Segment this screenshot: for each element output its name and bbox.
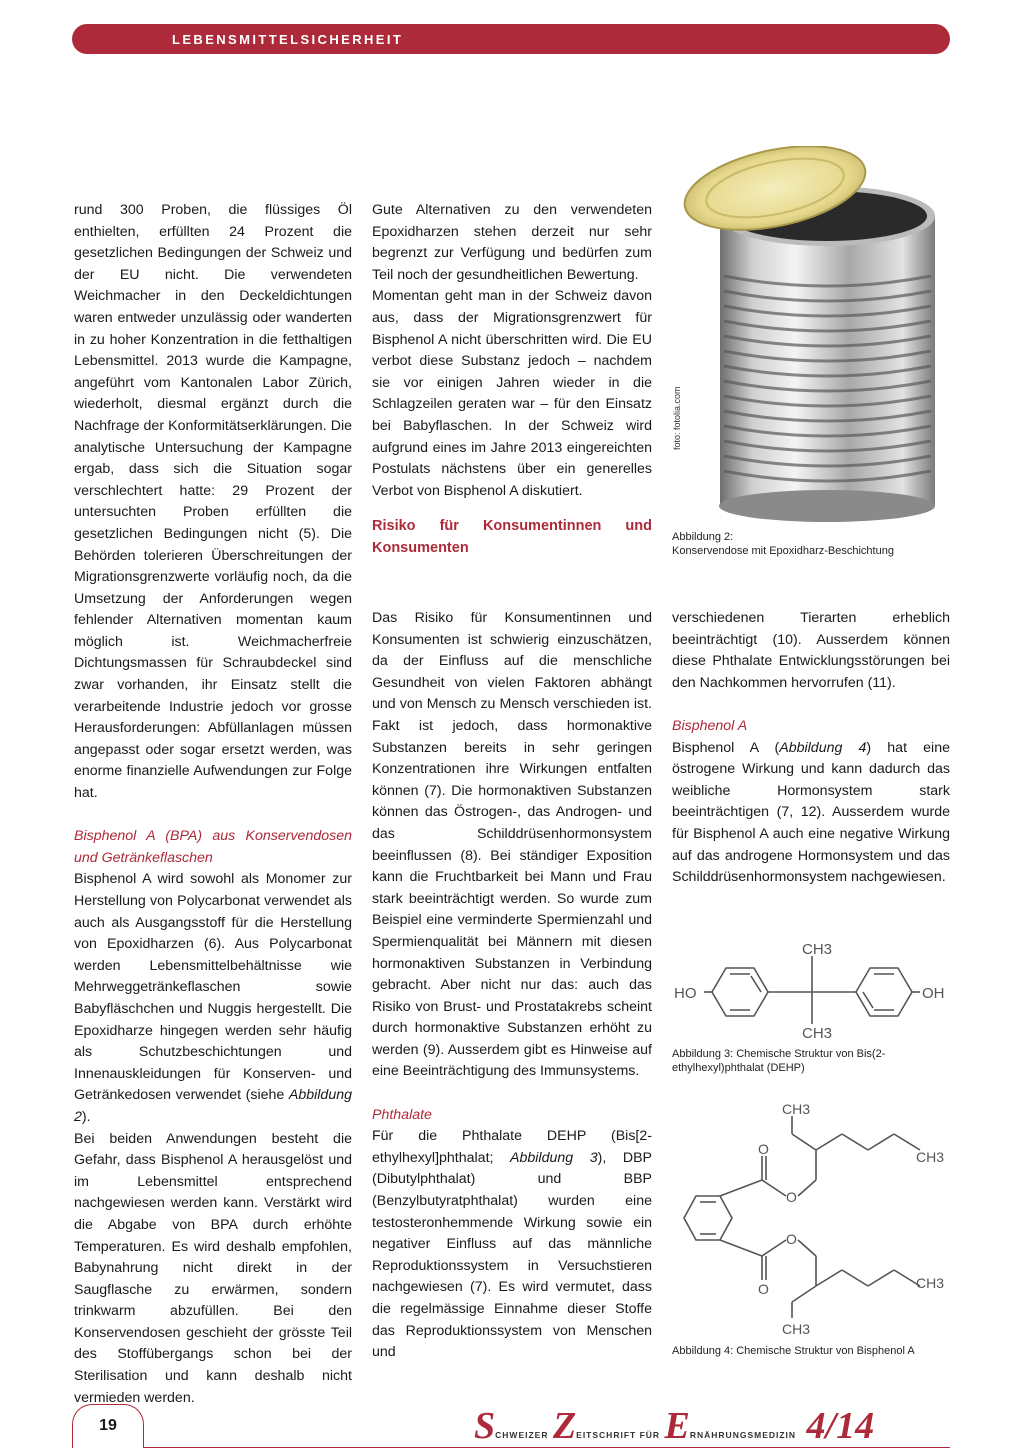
ch3-label: CH3: [916, 1149, 945, 1165]
column-2-top: [372, 200, 652, 560]
paragraph: Das Risiko für Konsumentinnen und Konsumenten ist schwierig einzuschätzen, da der Einfluss auf die menschliche Gesundheit von vielen Faktoren abhängt und von Mensch zu Mensch verschieden ist. Fakt ist jedoch, dass hormonaktive Substanzen bereits in sehr geringen Konzentrationen ihre Wirkungen entfalten können (7). Die hormonaktiven Substanzen können das Östrogen-, das Androgen- und das Schilddrüsenhormonsystem beeinflussen (8). Bei ständiger Exposition kann die Fruchtbarkeit bei Mann und Frau stark beeinträchtigt werden. So wurde zum Beispiel eine verminderte Spermienzahl und Spermienqualität bei Männern mit diesen hormonaktiven Substanzen in Verbindung gebracht. Aber nicht nur das: auch das Risiko von Brust- und Prostatakrebs scheint durch hormonaktive Substanzen erhöht zu werden (9). Ausserdem gibt es Hinweise auf eine Beeinträchtigung des Immunsystems.: [372, 610, 652, 1080]
oxygen-label: O: [758, 1141, 769, 1157]
paragraph: Bei beiden Anwendungen besteht die Gefahr, dass Bisphenol A herausgelöst und im Lebensmittel entsprechend nachgewiesen werden kann. Verstärkt wird die Abgabe von BPA durch erhöhte Temperaturen. Es wird deshalb empfohlen, Babynahrung nicht direkt in der Saugflasche zu erwärmen, sondern trinkwarm abzufüllen. Bei den Konservendosen geschieht der grösste Teil des Stoffübergangs schon bei der Sterilisation und kann deshalb nicht vermieden werden.: [74, 1130, 352, 1406]
tin-can-photo: [680, 146, 952, 524]
ch3-label: CH3: [782, 1321, 811, 1337]
paragraph: Gute Alternativen zu den verwendeten Epoxidharzen stehen derzeit nur sehr begrenzt zur Verfügung und bedürfen zum Teil noch der gesundheitlichen Bewertung.: [372, 202, 652, 283]
ch3-top-label: CH3: [802, 941, 833, 958]
paragraph: Bisphenol A (Abbildung 4) hat eine östrogene Wirkung und kann dadurch das weibliche Hormonsystem stark beeinträchtigen (7, 12). Ausserdem wurde für Bisphenol A auch eine negative Wirkung auf das androgene Hormonsystem und das Schilddrüsenhormonsystem nachgewiesen.: [672, 739, 950, 886]
column-1: [74, 200, 352, 1409]
journal-title: SCHWEIZER ZEITSCHRIFT FÜR ERNÄHRUNGSMEDIZIN 4/14: [474, 1405, 875, 1447]
oxygen-label: O: [786, 1231, 797, 1247]
ch3-label: CH3: [916, 1275, 945, 1291]
ho-label: HO: [674, 985, 697, 1002]
subheading-bisphenol-a: Bisphenol A: [672, 717, 748, 734]
paragraph: Momentan geht man in der Schweiz davon aus, dass der Migrationsgrenzwert für Bisphenol A nicht überschritten wird. Die EU verbot diese Substanz jedoch – nachdem sie vor einigen Jahren wieder in die Schlagzeilen geraten war – für den Einsatz bei Babyflaschen. In der Schweiz wird aufgrund eines im Jahre 2013 eingereichten Postulats nächstens über ein generelles Verbot von Bisphenol A diskutiert.: [372, 288, 652, 499]
page-number-tab: [72, 1404, 144, 1448]
ch3-bottom-label: CH3: [802, 1025, 833, 1042]
subheading-risk: Risiko für Konsumentinnen und Konsumenten: [372, 518, 652, 556]
section-header-bar: [72, 24, 950, 54]
figure-2-caption: Abbildung 2: Konservendose mit Epoxidharz-Beschichtung: [672, 531, 894, 557]
subheading-phthalate: Phthalate: [372, 1106, 432, 1123]
figure-reference: Abbildung 3: [510, 1149, 598, 1166]
ch3-label: CH3: [782, 1101, 811, 1117]
issue-number: 4/14: [806, 1405, 875, 1447]
page-number: 19: [99, 1417, 117, 1434]
section-title: LEBENSMITTELSICHERHEIT: [172, 32, 404, 47]
figure-reference: Abbildung 2: [74, 1087, 352, 1125]
paragraph: Für die Phthalate DEHP (Bis[2-ethylhexyl]phthalat; Abbildung 3), DBP (Dibutylphthalat) und BBP (Benzylbutyratphthalat) wurden eine testosteronhemmende Wirkung sowie ein negativer Einfluss auf das männliche Reproduktionssystem in Versuchstieren nachgewiesen (7). Es wird vermutet, dass die regelmässige Einnahme dieser Stoffe das Reproduktionssystem von Menschen und: [372, 1128, 652, 1361]
dehp-structure: [672, 1098, 950, 1338]
paragraph: verschiedenen Tierarten erheblich beeinträchtigt (10). Ausserdem können diese Phthalate Entwicklungsstörungen bei den Nachkommen hervorrufen (11).: [672, 610, 950, 691]
subheading-bpa-cans: Bisphenol A (BPA) aus Konservendosen und Getränkeflaschen: [74, 828, 352, 866]
photo-credit: foto: fotolia.com: [672, 386, 682, 450]
column-3: [672, 608, 950, 889]
figure-reference: Abbildung 4: [779, 739, 867, 756]
paragraph: Bisphenol A wird sowohl als Monomer zur Herstellung von Polycarbonat verwendet als auch als Ausgangsstoff für die Herstellung von Epoxidharzen (6). Aus Polycarbonat werden Lebensmittelbehältnisse wie Mehrweggetränkeflaschen sowie Babyfläschchen und Nuggis hergestellt. Die Epoxidharze hingegen werden sehr häufig als Schutzbeschichtungen und Innenauskleidungen für Konserven- und Getränkedosen verwendet (siehe Abbildung 2).: [74, 871, 352, 1125]
figure-4-caption: Abbildung 4: Chemische Struktur von Bisphenol A: [672, 1345, 915, 1357]
figure-3-caption: Abbildung 3: Chemische Struktur von Bis(2-ethylhexyl)phthalat (DEHP): [672, 1048, 886, 1074]
oxygen-label: O: [758, 1281, 769, 1297]
column-2-bottom: [372, 608, 652, 1364]
paragraph: rund 300 Proben, die flüssiges Öl enthielten, erfüllten 24 Prozent die gesetzlichen Bedingungen der Schweiz und der EU nicht. Die verwendeten Weichmacher in den Deckeldichtungen waren entweder unzulässig oder wanderten in zu hoher Konzentration in die fetthaltigen Lebensmittel. 2013 wurde die Kampagne, angeführt vom Kantonalen Labor Zürich, wiederholt, diesmal ergänzt durch die Nachfrage der Konformitätserklärungen. Die analytische Untersuchung der Kampagne ergab, dass sich die Situation sogar verschlechtert hatte: 29 Prozent der untersuchten Proben erfüllten die gesetzlichen Bedingungen nicht (5). Die Behörden tolerieren Überschreitungen der Migrationsgrenzwerte vorläufig noch, da die Umsetzung der Anforderungen wegen fehlender Alternativen momentan kaum möglich ist. Weichmacherfreie Dichtungsmassen für Schraubdeckel sind zwar vorhanden, ihr Einsatz stellt die verarbeitende Industrie jedoch vor grosse Herausforderungen: Abfüllanlagen müssen angepasst oder sogar ersetzt werden, was enorme finanzielle Aufwendungen zur Folge hat.: [74, 202, 352, 802]
oxygen-label: O: [786, 1189, 797, 1205]
oh-label: OH: [922, 985, 945, 1002]
bisphenol-a-structure: [672, 936, 950, 1042]
